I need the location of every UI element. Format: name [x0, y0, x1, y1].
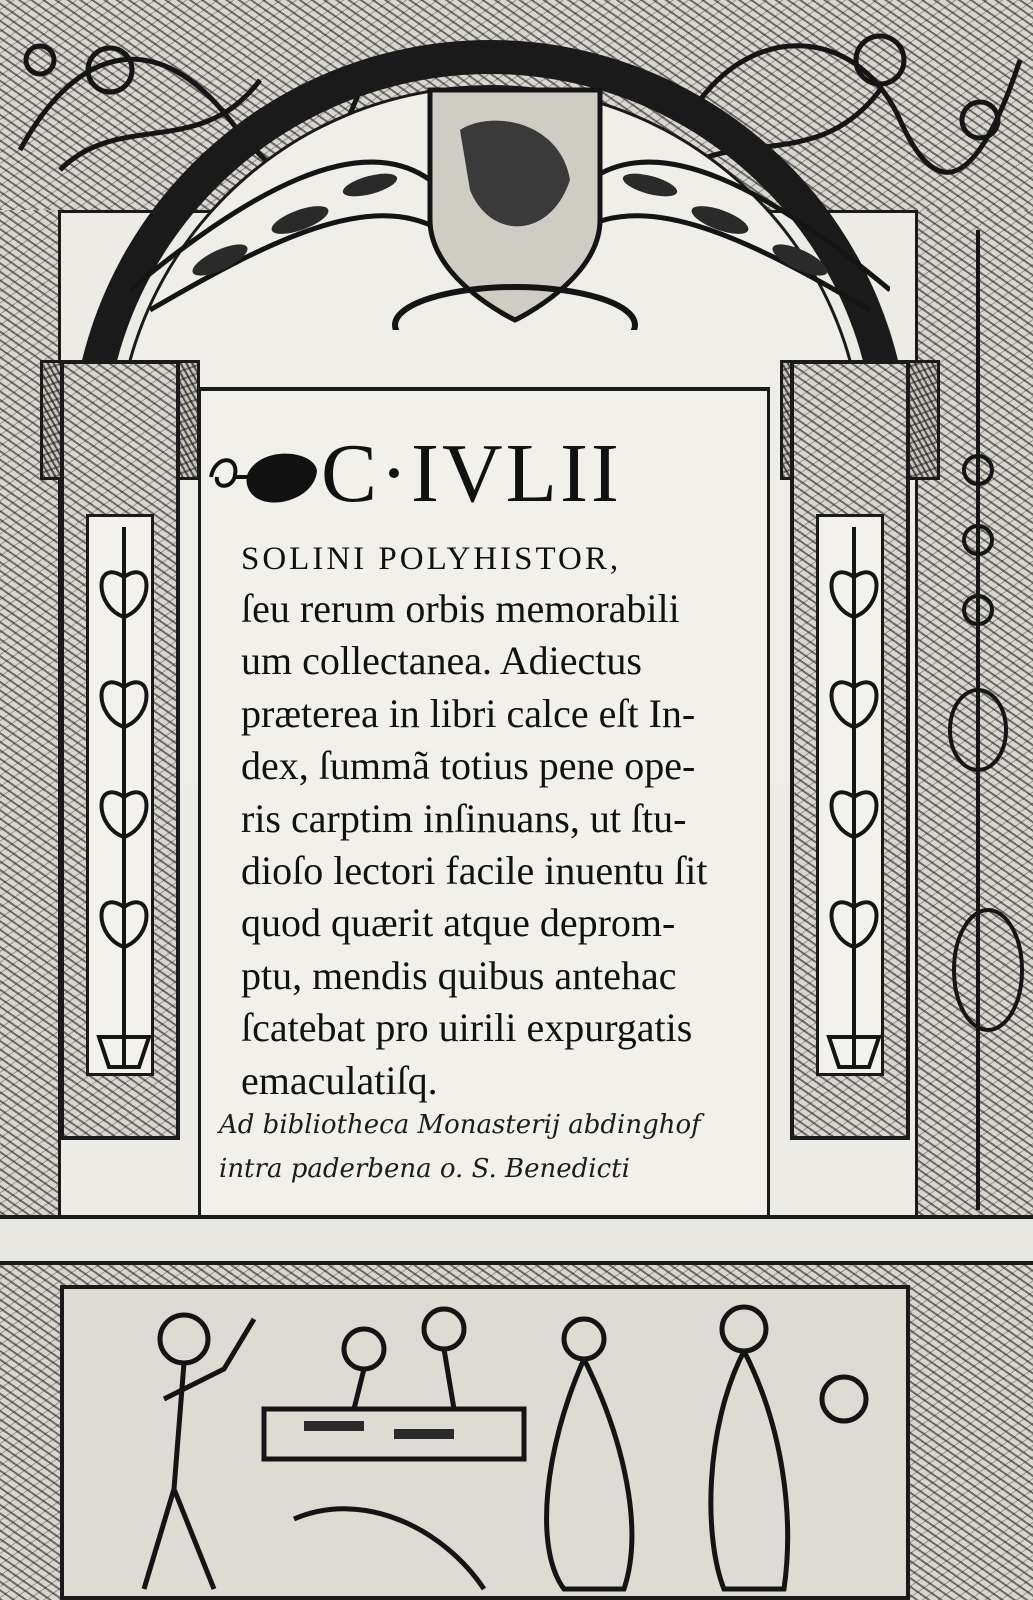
bottom-scene-figures — [64, 1289, 906, 1596]
left-pillar-foliage — [89, 517, 159, 1077]
left-pillar-panel — [86, 514, 154, 1076]
bottom-scene-woodcut — [60, 1285, 910, 1600]
handwritten-inscription — [219, 1103, 779, 1191]
body-line: dex, ſummã totius pene ope- — [241, 743, 696, 789]
title-body-text — [241, 583, 771, 1107]
body-line: quod quærit atque deprom- — [241, 900, 676, 946]
body-line: dioſo lectori facile inuentu ſit — [241, 848, 708, 894]
fleuron-icon — [205, 441, 325, 511]
main-title: C·IVLII — [321, 427, 622, 520]
inscription-line: intra paderbena o. S. Benedicti — [219, 1154, 630, 1184]
cornice-ornament — [0, 1215, 1033, 1265]
body-line: emaculatiſq. — [241, 1057, 438, 1103]
body-line: ſeu rerum orbis memorabili — [241, 586, 680, 631]
left-pillar-ornament — [60, 360, 180, 1140]
inscription-line: Ad bibliotheca Monasterij abdinghof — [219, 1110, 701, 1140]
garland-shield-ornament — [130, 70, 890, 330]
body-line: præterea in libri calce eſt In- — [241, 690, 696, 736]
body-line: um collectanea. Adiectus — [241, 638, 642, 684]
body-line: ptu, mendis quibus antehac — [241, 952, 677, 998]
subtitle: SOLINI POLYHISTOR, — [241, 541, 622, 577]
title-row — [201, 429, 773, 519]
right-pillar-ornament — [790, 360, 910, 1140]
right-pillar-panel — [816, 514, 884, 1076]
title-text-panel — [198, 387, 770, 1217]
body-line: ſcatebat pro uirili expurgatis — [241, 1005, 693, 1051]
right-pillar-foliage — [819, 517, 889, 1077]
body-line: ris carptim inſinuans, ut ſtu- — [241, 795, 687, 841]
